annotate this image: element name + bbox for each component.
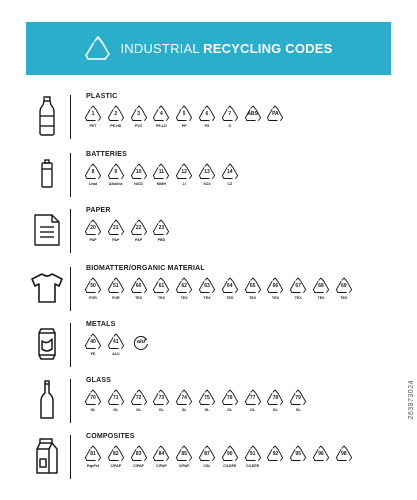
code-number: 41 [113,339,119,345]
recycling-code-symbol [266,389,284,419]
recycling-code-symbol [244,105,262,135]
code-abbreviation: PVC [134,124,143,128]
section-batteries [0,151,417,203]
code-number: 81 [90,451,96,457]
recycling-code-symbol [84,163,102,193]
code-abbreviation: PAP [112,238,120,242]
section-paper [0,207,417,259]
code-abbreviation: ALU [112,352,120,356]
code-number: 2 [114,111,118,117]
code-abbreviation: PapPet [86,464,100,468]
code-number: 74 [181,395,187,401]
recycling-code-symbol [198,105,216,135]
code-number: 98 [341,451,347,457]
recycling-code-symbol [107,163,125,193]
battery-icon [26,151,68,197]
recycling-code-symbol [221,389,239,419]
recycling-code-symbol [335,277,353,307]
section-divider [70,435,71,479]
section-divider [70,209,71,253]
code-abbreviation: C/PAP [133,464,144,468]
code-abbreviation: PP [181,124,187,128]
recycling-code-symbol [221,105,239,135]
code-number: 84 [158,451,165,457]
recycling-code-symbol [175,105,193,135]
recycling-code-symbol [289,277,307,307]
code-number: 96 [318,451,324,457]
recycling-code-symbol [130,277,148,307]
recycling-code-symbol [221,445,239,475]
code-number: 73 [158,395,165,401]
title-prefix: INDUSTRIAL [120,41,204,56]
section-metals [0,321,417,373]
recycling-code-symbol [198,163,216,193]
recycling-code-symbol [221,163,239,193]
code-number: 21 [113,225,119,231]
recycling-code-symbol [221,277,239,307]
code-number: 14 [227,169,233,175]
code-number: 62 [181,283,187,289]
header-banner [26,22,391,75]
recycling-code-symbol [152,105,170,135]
code-abbreviation: FOR [89,296,97,300]
tshirt-icon [26,265,68,311]
recycling-code-symbol [107,105,125,135]
section-title: COMPOSITES [86,433,135,440]
recycle-triangle-icon [84,35,112,63]
code-number: 68 [318,283,324,289]
section-title: PLASTIC [86,93,118,100]
recycling-code-symbol [84,445,102,475]
code-number: 63 [204,283,210,289]
code-abbreviation: GL [295,408,301,412]
code-abbreviation: TEX [317,296,325,300]
code-number: 1 [91,111,95,117]
code-abbreviation: Lead [88,182,98,186]
code-abbreviation: GL [181,408,187,412]
recycling-code-symbol [198,277,216,307]
code-number: 3 [137,111,140,117]
code-number: PA [272,111,279,117]
code-number: ABS [247,111,258,117]
code-abbreviation: C/PAP [156,464,167,468]
code-abbreviation: TEX [340,296,348,300]
recycling-code-symbol [130,105,148,135]
code-abbreviation: O [228,124,232,128]
section-divider [70,153,71,197]
recycling-code-symbol [198,445,216,475]
drink-can-icon [26,321,68,367]
code-abbreviation: C/LDPE [246,464,260,468]
code-number: 65 [249,283,256,289]
code-number: 76 [227,395,233,401]
section-divider [70,267,71,311]
section-divider [70,95,71,139]
code-number: 71 [113,395,119,401]
recycling-code-symbol [312,277,330,307]
code-number: 6 [205,111,209,117]
alu-badge-icon [133,335,149,351]
code-abbreviation: GL [272,408,278,412]
recycling-code-symbol [130,219,148,249]
code-abbreviation: Li [182,182,186,186]
code-number: 66 [272,283,279,289]
recycling-code-symbol [107,389,125,419]
recycling-code-symbol [244,389,262,419]
recycling-code-symbol [152,219,170,249]
recycling-code-symbol [175,389,193,419]
recycling-code-symbol [198,389,216,419]
code-number: 7 [228,111,232,117]
code-number: 23 [158,225,165,231]
code-abbreviation: C/PAP [110,464,122,468]
code-number: 40 [90,339,96,345]
code-number: 11 [158,169,165,175]
code-number: 87 [204,451,210,457]
code-number: 4 [160,111,163,117]
code-number: 13 [204,169,210,175]
code-number: 69 [341,283,347,289]
recycling-code-symbol [130,163,148,193]
code-abbreviation: TEX [271,296,279,300]
code-abbreviation: GL [90,408,96,412]
recycling-code-symbol [107,333,125,363]
paper-document-icon [26,207,68,253]
code-number: 77 [249,395,256,401]
recycling-code-symbol [84,105,102,135]
code-number: 51 [113,283,119,289]
code-abbreviation: PE-LD [156,124,167,128]
code-abbreviation: GL [227,408,233,412]
recycling-code-symbol [175,163,193,193]
code-abbreviation: FOR [112,296,120,300]
code-abbreviation: TEX [203,296,211,300]
code-number: 64 [227,283,233,289]
code-number: 5 [182,111,186,117]
code-number: 85 [181,451,187,457]
code-abbreviation: PAP [135,238,143,242]
code-number: 92 [272,451,279,457]
code-number: 95 [295,451,301,457]
code-abbreviation: PAP [89,238,97,242]
code-abbreviation: TEX [180,296,188,300]
section-title: METALS [86,321,116,328]
code-abbreviation: Alkaline [108,182,123,186]
code-number: 70 [90,395,96,401]
code-number: 82 [113,451,119,457]
page-title [120,41,332,56]
code-number: 72 [135,395,142,401]
code-number: 75 [204,395,210,401]
recycling-code-symbol [289,445,307,475]
code-abbreviation: PE-HD [110,124,122,128]
code-number: 22 [135,225,142,231]
code-number: 83 [135,451,142,457]
code-abbreviation: GL [204,408,210,412]
code-number: 91 [249,451,256,457]
recycling-code-symbol [266,105,284,135]
recycling-code-symbol [335,445,353,475]
section-biomatter [0,265,417,317]
code-number: 90 [227,451,233,457]
code-abbreviation: NiCD [134,182,143,186]
recycling-code-symbol [152,163,170,193]
section-glass [0,377,417,429]
code-number: 9 [114,169,118,175]
code-abbreviation: CSL [203,464,211,468]
alu-badge-label: alu [137,339,145,345]
recycling-code-symbol [244,445,262,475]
section-title: PAPER [86,207,111,214]
code-abbreviation: GL [250,408,256,412]
code-abbreviation: TEX [294,296,302,300]
section-title: BATTERIES [86,151,127,158]
code-abbreviation: C/LDPE [223,464,237,468]
code-abbreviation: C/PAP [178,464,190,468]
code-abbreviation: PS [204,124,210,128]
recycling-code-symbol [312,445,330,475]
code-number: 60 [135,283,142,289]
code-abbreviation: PET [89,124,97,128]
recycling-code-symbol [107,219,125,249]
code-number: 8 [91,169,95,175]
recycling-code-symbol [266,277,284,307]
recycling-code-symbol [152,389,170,419]
recycling-code-symbol [152,277,170,307]
recycling-code-symbol [266,445,284,475]
code-number: 78 [272,395,279,401]
section-title: BIOMATTER/ORGANIC MATERIAL [86,265,205,272]
code-number: 12 [181,169,187,175]
code-number: 79 [295,395,301,401]
recycling-code-symbol [84,389,102,419]
milk-carton-icon [26,433,68,479]
code-abbreviation: TEX [226,296,234,300]
recycling-code-symbol [84,219,102,249]
code-abbreviation: GL [113,408,119,412]
watermark-id: 263873024 [408,380,415,420]
section-divider [70,379,71,423]
recycling-code-symbol [175,445,193,475]
code-number: 61 [158,283,165,289]
recycling-code-symbol [175,277,193,307]
code-number: 50 [90,283,96,289]
recycling-code-symbol [107,445,125,475]
code-abbreviation: GL [158,408,164,412]
code-abbreviation: TEX [157,296,165,300]
code-abbreviation: SO2 [203,182,211,186]
recycling-code-symbol [289,389,307,419]
glass-bottle-icon [26,377,68,423]
code-abbreviation: TEX [135,296,143,300]
recycling-code-symbol [84,333,102,363]
recycling-code-symbol [84,277,102,307]
recycling-code-symbol [152,445,170,475]
recycling-code-symbol [130,389,148,419]
code-number: 20 [90,225,96,231]
recycling-code-symbol [130,445,148,475]
section-title: GLASS [86,377,112,384]
code-abbreviation: TEX [249,296,257,300]
recycling-code-symbol [244,277,262,307]
recycling-code-symbol [107,277,125,307]
section-divider [70,323,71,367]
code-number: 67 [295,283,301,289]
section-composites [0,433,417,485]
code-abbreviation: PBD [157,238,166,242]
title-bold: RECYCLING CODES [203,41,333,56]
plastic-bottle-icon [26,93,68,139]
code-abbreviation: GL [136,408,142,412]
code-abbreviation: CZ [227,182,233,186]
code-number: 10 [135,169,142,175]
code-abbreviation: FE [90,352,96,356]
section-plastic [0,93,417,145]
code-abbreviation: NiMH [156,182,166,186]
